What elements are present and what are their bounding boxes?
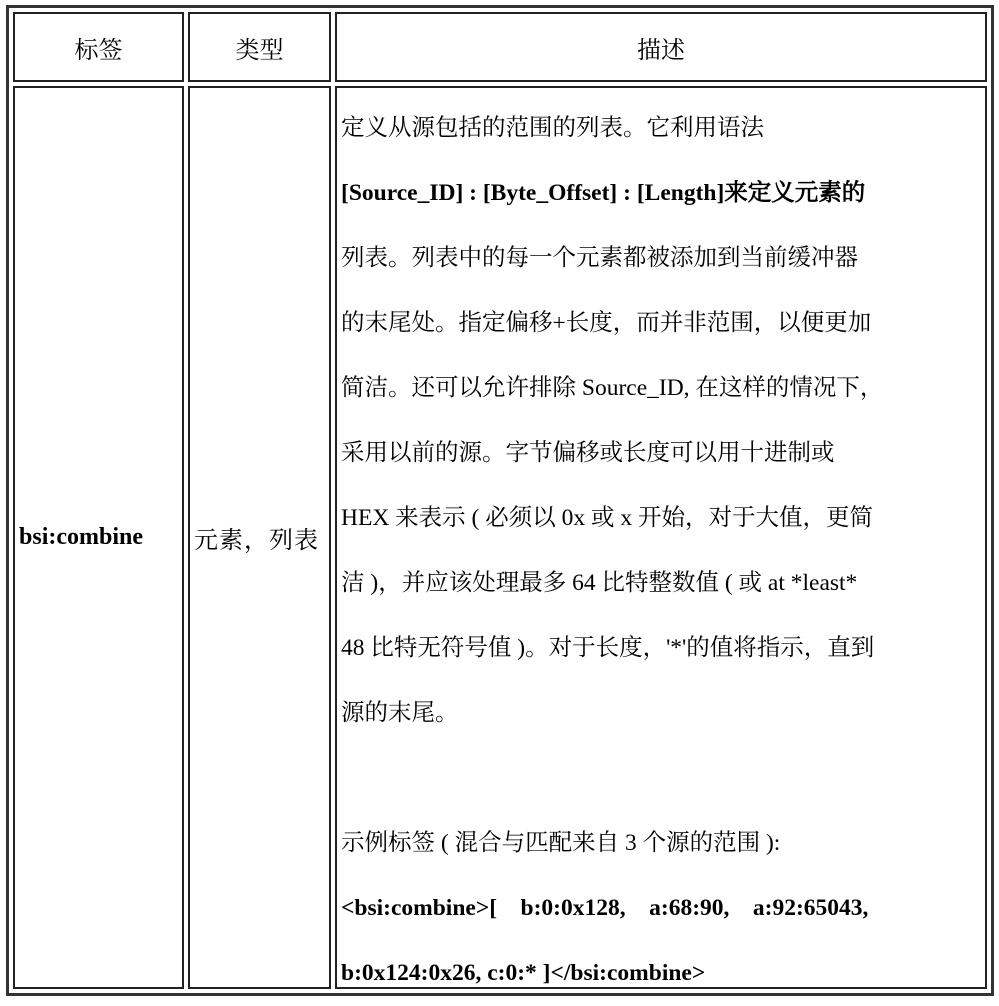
description-line: 洁 )，并应该处理最多 64 比特整数值 ( 或 at *least* [341, 570, 858, 596]
description-line: 采用以前的源。字节偏移或长度可以用十进制或 [341, 440, 835, 466]
description-line: 列表。列表中的每一个元素都被添加到当前缓冲器 [341, 245, 858, 271]
spec-table [6, 5, 994, 996]
description-line: [Source_ID] : [Byte_Offset] : [Length]来定义元素的 [341, 180, 866, 206]
description-cell [335, 86, 987, 989]
example-caption: 示例标签 ( 混合与匹配来自 3 个源的范围 ): [341, 830, 781, 856]
description-line: HEX 来表示 ( 必须以 0x 或 x 开始，对于大值，更简 [341, 505, 873, 531]
description-line: 源的末尾。 [341, 700, 459, 726]
header-description: 描述 [335, 12, 987, 82]
type-cell: 元素，列表 [188, 86, 331, 989]
tag-cell: bsi:combine [13, 86, 184, 989]
header-type: 类型 [188, 12, 331, 82]
description-line: 48 比特无符号值 )。对于长度，'*'的值将指示，直到 [341, 635, 875, 661]
paragraph-gap [341, 746, 981, 811]
description-line: 简洁。还可以允许排除 Source_ID, 在这样的情况下， [341, 375, 884, 401]
description-line: 定义从源包括的范围的列表。它利用语法 [341, 115, 764, 141]
example-code-line: b:0x124:0x26, c:0:* ]</bsi:combine> [341, 960, 706, 986]
description-line: 的末尾处。指定偏移+长度，而并非范围，以便更加 [341, 310, 872, 336]
example-code-line: <bsi:combine>[ b:0:0x128, a:68:90, a:92:65043, [341, 895, 869, 921]
header-tag: 标签 [13, 12, 184, 82]
